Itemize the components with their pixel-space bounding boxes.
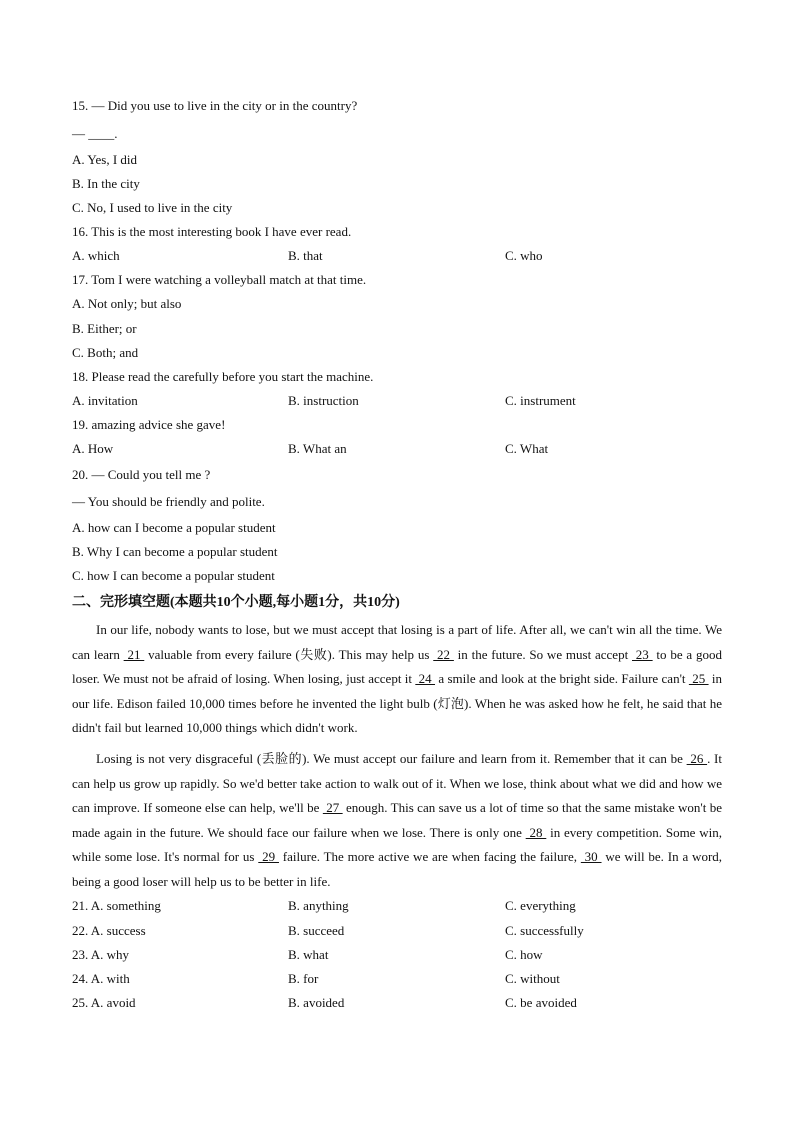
question-19-stem: 19. amazing advice she gave! — [72, 417, 226, 432]
question-15-option-a: A. Yes, I did — [72, 152, 138, 167]
para1-text-2: valuable from every failure (失败). This may help us — [144, 646, 434, 662]
answer-22-option-c: C. successfully — [505, 923, 584, 938]
question-15-stem: 15. — Did you use to live in the city or in the country? — [72, 98, 358, 113]
question-20-option-a: A. how can I become a popular student — [72, 520, 276, 535]
para2-text-4: in every competition. Some win, while some lose. It's normal for us — [72, 824, 722, 864]
answer-22-option-a: 22. A. success — [72, 923, 146, 938]
question-17-option-a: A. Not only; but also — [72, 296, 182, 311]
para1-text-1: In our life, nobody wants to lose, but we must accept that losing is a part of life. After all, we can't win all the time. We can learn — [72, 622, 722, 662]
question-19-option-c: C. What — [505, 441, 549, 456]
para1-text-5: a smile and look at the bright side. Failure can't — [435, 671, 689, 686]
question-18-option-b: B. instruction — [288, 393, 359, 408]
blank-25: 25 — [688, 671, 709, 686]
cloze-paragraph-2 — [72, 747, 722, 894]
question-17-option-b: B. Either; or — [72, 321, 137, 336]
para2-text-1: Losing is not very disgraceful (丢脸的). We must accept our failure and learn from it. Remember that it can be — [96, 751, 687, 766]
answer-21-option-c: C. everything — [505, 898, 576, 913]
question-16-option-c: C. who — [505, 248, 543, 263]
para2-text-5: failure. The more active we are when facing the failure, — [278, 849, 581, 864]
question-15-option-b: B. In the city — [72, 176, 140, 191]
blank-27: 27 — [322, 800, 343, 815]
answer-21-option-b: B. anything — [288, 898, 349, 913]
question-15-answer-line: — ____. — [72, 126, 118, 141]
question-17-stem: 17. Tom I were watching a volleyball match at that time. — [72, 272, 367, 287]
answer-25-option-c: C. be avoided — [505, 995, 577, 1010]
para1-text-6: in our life. Edison failed 10,000 times before he invented the light bulb (灯泡). When he was asked how he felt, he said that he didn't fail but learned 10,000 things which didn't work. — [72, 671, 723, 735]
blank-30: 30 — [580, 849, 602, 864]
question-15-option-c: C. No, I used to live in the city — [72, 200, 233, 215]
para2-text-2: . It can help us grow up rapidly. So we'd better take action to walk out of it. When we lose, think about what we did and how we can improve. If someone else can help, we'll be — [72, 751, 722, 815]
para2-text-6: we will be. In a word, being a good loser will help us to be better in life. — [72, 849, 723, 889]
blank-26: 26 — [686, 751, 708, 766]
blank-23: 23 — [632, 646, 653, 662]
question-16-option-b: B. that — [288, 248, 323, 263]
answer-24-option-b: B. for — [288, 971, 319, 986]
question-20-option-c: C. how I can become a popular student — [72, 568, 275, 583]
question-19-option-a: A. How — [72, 441, 114, 456]
cloze-paragraph-1 — [72, 618, 722, 741]
question-16-option-a: A. which — [72, 248, 120, 263]
answer-24-option-c: C. without — [505, 971, 560, 986]
answer-22-option-b: B. succeed — [288, 923, 345, 938]
para1-text-3: in the future. So we must accept — [453, 646, 632, 662]
blank-24: 24 — [415, 671, 436, 686]
blank-21: 21 — [123, 646, 145, 662]
answer-25-option-b: B. avoided — [288, 995, 345, 1010]
answer-23-option-a: 23. A. why — [72, 947, 130, 962]
question-16-stem: 16. This is the most interesting book I have ever read. — [72, 224, 352, 239]
question-20-stem: 20. — Could you tell me ? — [72, 467, 211, 482]
question-18-option-a: A. invitation — [72, 393, 138, 408]
question-19-option-b: B. What an — [288, 441, 347, 456]
para2-text-3: enough. This can save us a lot of time so that the same mistake won't be made again in the future. We should face our failure when we lose. There is only one — [72, 800, 723, 840]
para1-text-4: to be a good loser. We must not be afraid of losing. When losing, just accept it — [72, 646, 723, 686]
question-20-option-b: B. Why I can become a popular student — [72, 544, 278, 559]
question-20-reply: — You should be friendly and polite. — [72, 494, 265, 509]
question-18-stem: 18. Please read the carefully before you start the machine. — [72, 369, 374, 384]
blank-28: 28 — [525, 824, 547, 840]
question-17-option-c: C. Both; and — [72, 345, 139, 360]
question-18-option-c: C. instrument — [505, 393, 576, 408]
answer-25-option-a: 25. A. avoid — [72, 995, 136, 1010]
answer-24-option-a: 24. A. with — [72, 971, 130, 986]
answer-23-option-b: B. what — [288, 947, 329, 962]
answer-23-option-c: C. how — [505, 947, 543, 962]
blank-29: 29 — [258, 849, 279, 864]
answer-21-option-a: 21. A. something — [72, 898, 161, 913]
blank-22: 22 — [433, 646, 454, 662]
section-2-heading: 二、完形填空题(本题共10个小题,每小题1分，共10分) — [72, 595, 400, 610]
